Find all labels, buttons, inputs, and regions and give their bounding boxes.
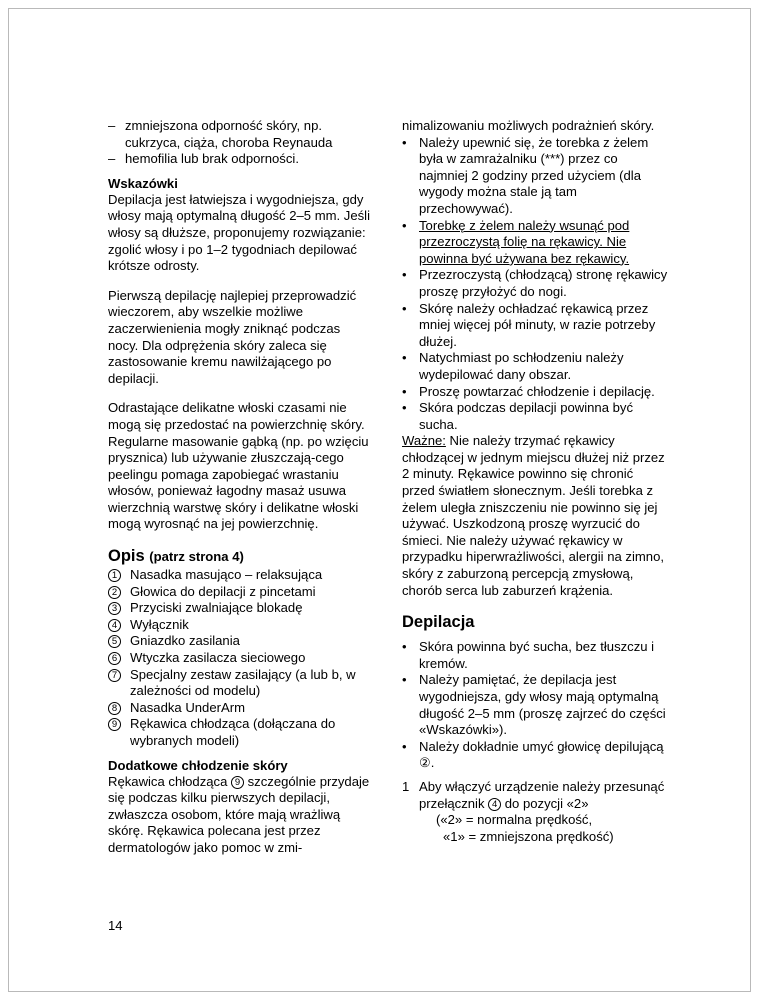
circle-number-icon: 5 (108, 633, 121, 650)
contraindications-list (108, 118, 374, 168)
glove-instructions-list (402, 135, 668, 434)
circle-number-icon: 6 (108, 650, 121, 667)
circle-number-icon: 7 (108, 667, 121, 684)
bullet-marker: • (402, 217, 407, 233)
list-item: 3 Przyciski zwalniające blokadę (108, 600, 374, 617)
paragraph-continuation: nimalizowaniu możliwych podrażnień skóry. (402, 118, 655, 133)
parts-list (108, 567, 374, 750)
paragraph-wskazowki-2: Pierwszą depilację najlepiej przeprowadzić wieczorem, aby wszelkie możliwe zaczerwienienia mogły zniknąć podczas nocy. Dla odprężenia skóry zaleca się zastosowanie kremu nawilżającego po depilacji. (108, 287, 357, 386)
list-item: – zmniejszona odporność skóry, np. cukrzyca, ciąża, choroba Reynauda (108, 118, 333, 150)
dash-marker: – (108, 118, 116, 133)
bullet-marker: • (402, 639, 407, 655)
list-item: 2 Głowica do depilacji z pincetami (108, 584, 374, 601)
bullet-marker: • (402, 267, 407, 283)
circle-number-icon: 9 (231, 776, 244, 789)
section-heading-depilacja: Depilacja (402, 613, 475, 632)
circle-number-icon: 2 (108, 584, 121, 601)
bullet-marker: • (402, 350, 407, 366)
list-item: • Przezroczystą (chłodzącą) stronę rękawicy proszę przyłożyć do nogi. (402, 267, 668, 299)
list-item: 5 Gniazdko zasilania (108, 633, 374, 650)
dash-marker: – (108, 151, 116, 167)
circle-number-icon: 3 (108, 600, 121, 617)
page-number: 14 (108, 918, 123, 933)
paragraph-dodatkowe-part1: Rękawica chłodząca (108, 773, 231, 789)
section-heading-opis (108, 546, 374, 567)
step-text-b: do pozycji «2» (501, 795, 589, 811)
circle-number-icon: 9 (108, 716, 121, 733)
list-item: 8 Nasadka UnderArm (108, 700, 374, 717)
heading-opis-text: Opis (108, 547, 145, 566)
paragraph-dodatkowe-part2: szczególnie przydaje się podczas kilku pierwszych depilacji, zwłaszcza osobom, które mają wrażliwą skórę. Rękawica polecana jest przez dermatologów jako pomoc w zmi- (108, 773, 370, 855)
circle-number-icon: 4 (108, 617, 121, 634)
bullet-marker: • (402, 300, 407, 316)
depilacja-prep-list (402, 639, 668, 772)
depilacja-steps-list (402, 779, 668, 845)
step-note-b: «1» = zmniejszona prędkość) (443, 828, 614, 844)
list-item: 1 Nasadka masująco – relaksująca (108, 567, 374, 584)
bullet-marker: • (402, 672, 407, 688)
paragraph-dodatkowe (108, 774, 374, 857)
list-item: • Należy dokładnie umyć głowicę depilującą ②. (402, 738, 664, 771)
bullet-marker: • (402, 738, 407, 754)
list-item: 6 Wtyczka zasilacza sieciowego (108, 650, 374, 667)
underlined-instruction: Torebkę z żelem należy wsunąć pod przezroczystą folię na rękawicy. Nie powinna być używana bez rękawicy. (419, 217, 630, 266)
paragraph-wskazowki-1: Depilacja jest łatwiejsza i wygodniejsza, gdy włosy mają optymalną długość 2–5 mm. Jeśli włosy są dłuższe, proponujemy rozwiązanie: zgolić włosy i po 1–2 tygodniach depilować krótsze odrosty. (108, 191, 370, 274)
paragraph-warning (402, 433, 668, 599)
list-item: • Natychmiast po schłodzeniu należy wydepilować dany obszar. (402, 350, 624, 382)
circle-number-icon: 4 (488, 798, 501, 811)
list-item (402, 218, 668, 268)
list-item (402, 779, 668, 845)
circle-number-icon: 8 (108, 700, 121, 717)
list-item: • Skórę należy ochładzać rękawicą przez mniej więcej pół minuty, w razie potrzeby dłużej. (402, 300, 656, 349)
list-item: 4 Wyłącznik (108, 617, 374, 634)
left-column (108, 118, 374, 857)
right-column (402, 118, 668, 857)
step-text-a: Aby włączyć urządzenie należy przesunąć przełącznik (419, 778, 665, 811)
list-item: • Należy pamiętać, że depilacja jest wygodniejsza, gdy włosy mają optymalną długość 2–5 mm (proszę zajrzeć do części «Wskazówki»). (402, 672, 666, 738)
list-item: • Należy upewnić się, że torebka z żelem była w zamrażalniku (***) przez co najmniej 2 godziny przed użyciem (dla wygody można stale ją tam przechowywać). (402, 134, 649, 216)
list-item: 7 Specjalny zestaw zasilający (a lub b, w zależności od modelu) (108, 667, 374, 700)
paragraph-wskazowki-3: Odrastające delikatne włoski czasami nie mogą się przedostać na powierzchnię skóry. Regularne masowanie gąbką (np. po wzięciu prysznica) lub używanie złuszczają-cego peelingu pomaga zapobiegać wrastaniu włosów, ponieważ łagodny masaż usuwa wierzchnią warstwę skóry i delikatne włoski mogą wyrosnąć na jej powierzchnię. (108, 400, 369, 532)
list-item: 9 Rękawica chłodząca (dołączana do wybranych modeli) (108, 716, 374, 749)
section-heading-wskazowki: Wskazówki (108, 175, 178, 191)
step-note-a: («2» = normalna prędkość, (436, 812, 593, 828)
list-item: • Skóra powinna być sucha, bez tłuszczu i kremów. (402, 639, 655, 671)
two-column-body (108, 118, 668, 857)
list-item: – hemofilia lub brak odporności. (108, 151, 299, 167)
bullet-marker: • (402, 134, 407, 150)
list-item: • Skóra podczas depilacji powinna być sucha. (402, 400, 633, 432)
warning-label: Ważne: (402, 433, 446, 449)
heading-opis-subtext: (patrz strona 4) (149, 549, 244, 565)
bullet-marker: • (402, 400, 407, 416)
circle-number-icon: 1 (108, 567, 121, 584)
step-number: 1 (402, 778, 410, 794)
list-item: • Proszę powtarzać chłodzenie i depilację. (402, 383, 655, 399)
section-heading-dodatkowe: Dodatkowe chłodzenie skóry (108, 757, 288, 773)
warning-body: Nie należy trzymać rękawicy chłodzącej w jednym miejscu dłużej niż przez 2 minuty. Rękawice powinno się chronić przed światłem słonecznym. Jeśli torebka z żelem uległa zniszczeniu nie powinno się jej używać. Uszkodzoną proszę wyrzucić do śmieci. Nie należy używać rękawicy w przypadku hiperwrażliwości, alergii na zimno, skóry z zaburzoną percepcją zmysłową, chorób serca lub zaburzeń krążenia. (402, 433, 665, 598)
bullet-marker: • (402, 383, 407, 399)
